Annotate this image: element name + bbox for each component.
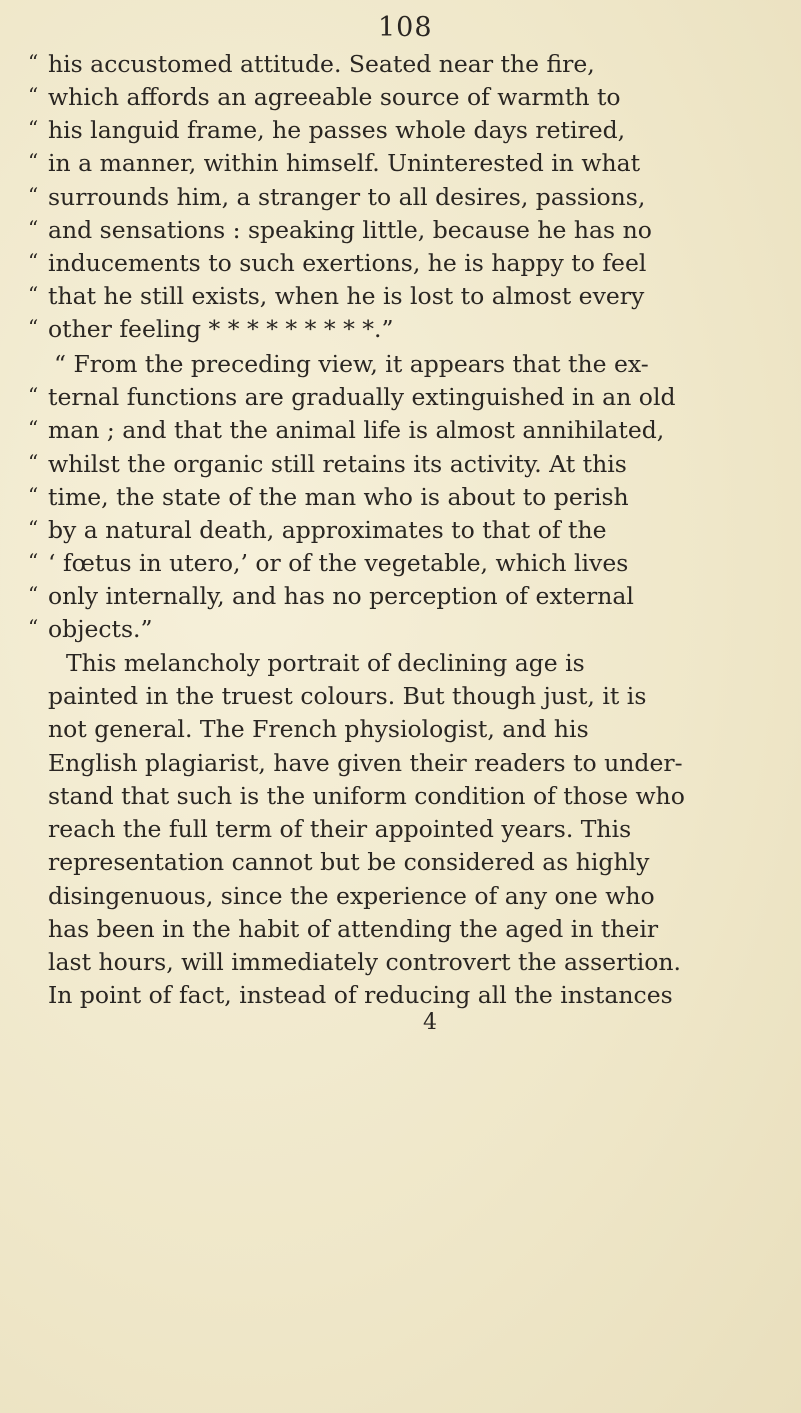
line-text: English plagiarist, have given their readers to under-	[48, 749, 683, 777]
quote-mark: “	[28, 116, 39, 140]
line-text: and sensations : speaking little, because he has no	[48, 216, 652, 244]
line-text: “ From the preceding view, it appears that the ex-	[54, 350, 649, 378]
line-text: only internally, and has no perception of external	[48, 582, 634, 610]
line-text: stand that such is the uniform condition of those who	[48, 782, 685, 810]
quote-mark: “	[28, 416, 39, 440]
line-text: time, the state of the man who is about to perish	[48, 483, 629, 511]
quote-mark: “	[28, 315, 39, 339]
line-text: his languid frame, he passes whole days retired,	[48, 116, 626, 144]
line-text: inducements to such exertions, he is happy to feel	[48, 249, 647, 277]
quote-mark: “	[28, 383, 39, 407]
line-text: In point of fact, instead of reducing all the instances	[48, 981, 673, 1009]
line-text: reach the full term of their appointed years. This	[48, 815, 632, 843]
line-text: painted in the truest colours. But though just, it is	[48, 682, 647, 710]
page-number: 108	[378, 12, 433, 43]
line-text: by a natural death, approximates to that of the	[48, 516, 607, 544]
line-text: whilst the organic still retains its activity. At this	[48, 450, 627, 478]
signature-mark: 4	[423, 1010, 437, 1035]
quote-mark: “	[28, 483, 39, 507]
line-text: man ; and that the animal life is almost annihilated,	[48, 416, 665, 444]
line-text: last hours, will immediately controvert the assertion.	[48, 948, 681, 976]
line-text: surrounds him, a stranger to all desires, passions,	[48, 183, 646, 211]
quote-mark: “	[28, 183, 39, 207]
line-text: which affords an agreeable source of warmth to	[48, 83, 621, 111]
line-text: representation cannot but be considered as highly	[48, 848, 650, 876]
quote-mark: “	[28, 149, 39, 173]
line-text: not general. The French physiologist, and his	[48, 715, 589, 743]
line-text: This melancholy portrait of declining age is	[66, 649, 585, 677]
line-text: ‘ fœtus in utero,’ or of the vegetable, which lives	[48, 549, 629, 577]
line-text: objects.”	[48, 615, 153, 643]
quote-mark: “	[28, 582, 39, 606]
quote-mark: “	[28, 282, 39, 306]
quote-mark: “	[28, 516, 39, 540]
quote-mark: “	[28, 615, 39, 639]
line-text: ternal functions are gradually extinguished in an old	[48, 383, 676, 411]
quote-mark: “	[28, 549, 39, 573]
quote-mark: “	[28, 450, 39, 474]
quote-mark: “	[28, 83, 39, 107]
quote-mark: “	[28, 50, 39, 74]
line-text: disingenuous, since the experience of any one who	[48, 882, 655, 910]
quote-mark: “	[28, 249, 39, 273]
line-text: in a manner, within himself. Uninterested in what	[48, 149, 641, 177]
line-text: other feeling * * * * * * * * *.”	[48, 315, 394, 343]
line-text: that he still exists, when he is lost to almost every	[48, 282, 645, 310]
line-text: his accustomed attitude. Seated near the fire,	[48, 50, 595, 78]
quote-mark: “	[28, 216, 39, 240]
line-text: has been in the habit of attending the aged in their	[48, 915, 659, 943]
